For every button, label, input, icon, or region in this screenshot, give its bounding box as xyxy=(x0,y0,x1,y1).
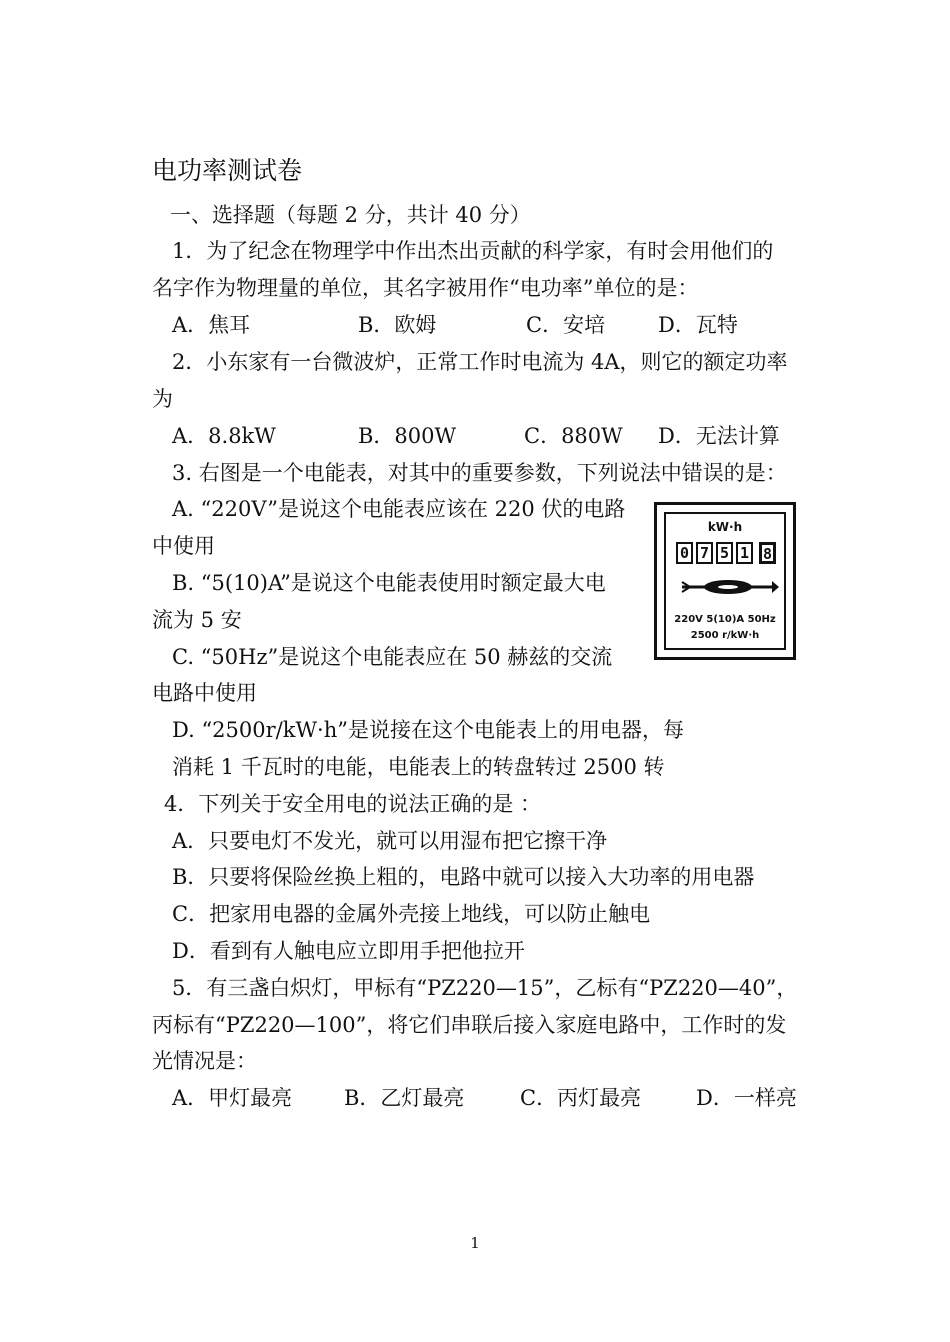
meter-digit-decimal: 8 xyxy=(759,542,776,564)
meter-digit: 1 xyxy=(736,542,753,564)
q4-option-d: D．看到有人触电应立即用手把他拉开 xyxy=(172,939,525,963)
q5-stem-line2: 丙标有“PZ220—100”，将它们串联后接入家庭电路中，工作时的发 xyxy=(152,1013,787,1037)
q1-option-c: C．安培 xyxy=(526,313,606,337)
q2-stem-line2: 为 xyxy=(152,387,173,411)
page-number: 1 xyxy=(470,1234,480,1252)
q3-option-b-line2: 流为 5 安 xyxy=(152,608,242,632)
q5-stem-line1: 5．有三盏白炽灯，甲标有“PZ220—15”，乙标有“PZ220—40”， xyxy=(172,976,798,1000)
q2-option-a: A．8.8kW xyxy=(172,424,276,448)
meter-counter xyxy=(676,542,776,564)
q3-stem: 3. 右图是一个电能表，对其中的重要参数，下列说法中错误的是： xyxy=(172,461,787,485)
q3-option-d-line2: 消耗 1 千瓦时的电能，电能表上的转盘转过 2500 转 xyxy=(172,755,665,779)
q5-option-b: B．乙灯最亮 xyxy=(344,1086,465,1110)
q1-stem-line1: 1．为了纪念在物理学中作出杰出贡献的科学家，有时会用他们的 xyxy=(172,239,774,263)
q3-option-d-line1: D. “2500r/kW·h”是说接在这个电能表上的用电器，每 xyxy=(172,718,684,742)
section-heading: 一、选择题（每题 2 分，共计 40 分） xyxy=(170,203,531,227)
q3-option-c-line1: C. “50Hz”是说这个电能表应在 50 赫兹的交流 xyxy=(172,645,613,669)
q4-option-c: C．把家用电器的金属外壳接上地线，可以防止触电 xyxy=(172,902,651,926)
q3-option-a-line2: 中使用 xyxy=(152,534,215,558)
q2-option-c: C．880W xyxy=(524,424,623,448)
q1-option-a: A．焦耳 xyxy=(172,313,251,337)
electric-meter-figure xyxy=(654,502,796,660)
meter-face xyxy=(664,512,786,650)
page-title: 电功率测试卷 xyxy=(152,156,303,185)
q2-option-b: B．800W xyxy=(358,424,457,448)
q1-stem-line2: 名字作为物理量的单位，其名字被用作“电功率”单位的是： xyxy=(152,276,699,300)
q5-option-d: D．一样亮 xyxy=(696,1086,797,1110)
q5-option-c: C．丙灯最亮 xyxy=(520,1086,642,1110)
q3-option-b-line1: B. “5(10)A”是说这个电能表使用时额定最大电 xyxy=(172,571,606,595)
q4-stem: 4．下列关于安全用电的说法正确的是 ： xyxy=(164,792,542,816)
q1-option-b: B．欧姆 xyxy=(358,313,437,337)
q2-stem-line1: 2．小东家有一台微波炉，正常工作时电流为 4A，则它的额定功率 xyxy=(172,350,788,374)
q5-stem-line3: 光情况是： xyxy=(152,1049,257,1073)
q4-option-b: B．只要将保险丝换上粗的，电路中就可以接入大功率的用电器 xyxy=(172,865,755,889)
meter-digit: 5 xyxy=(716,542,733,564)
q4-option-a: A．只要电灯不发光，就可以用湿布把它擦干净 xyxy=(172,829,608,853)
q2-option-d: D．无法计算 xyxy=(658,424,780,448)
rotating-disc-arrow-icon xyxy=(680,578,780,596)
q5-option-a: A．甲灯最亮 xyxy=(172,1086,293,1110)
q3-option-a-line1: A. “220V”是说这个电能表应该在 220 伏的电路 xyxy=(172,497,626,521)
q1-option-d: D．瓦特 xyxy=(658,313,738,337)
meter-spec-line2: 2500 r/kW·h xyxy=(690,630,760,641)
meter-spec-line1: 220V 5(10)A 50Hz xyxy=(674,614,776,625)
meter-digit: 7 xyxy=(696,542,713,564)
q3-option-c-line2: 电路中使用 xyxy=(152,681,257,705)
meter-digit: 0 xyxy=(676,542,693,564)
meter-unit-label: kW·h xyxy=(707,520,743,534)
